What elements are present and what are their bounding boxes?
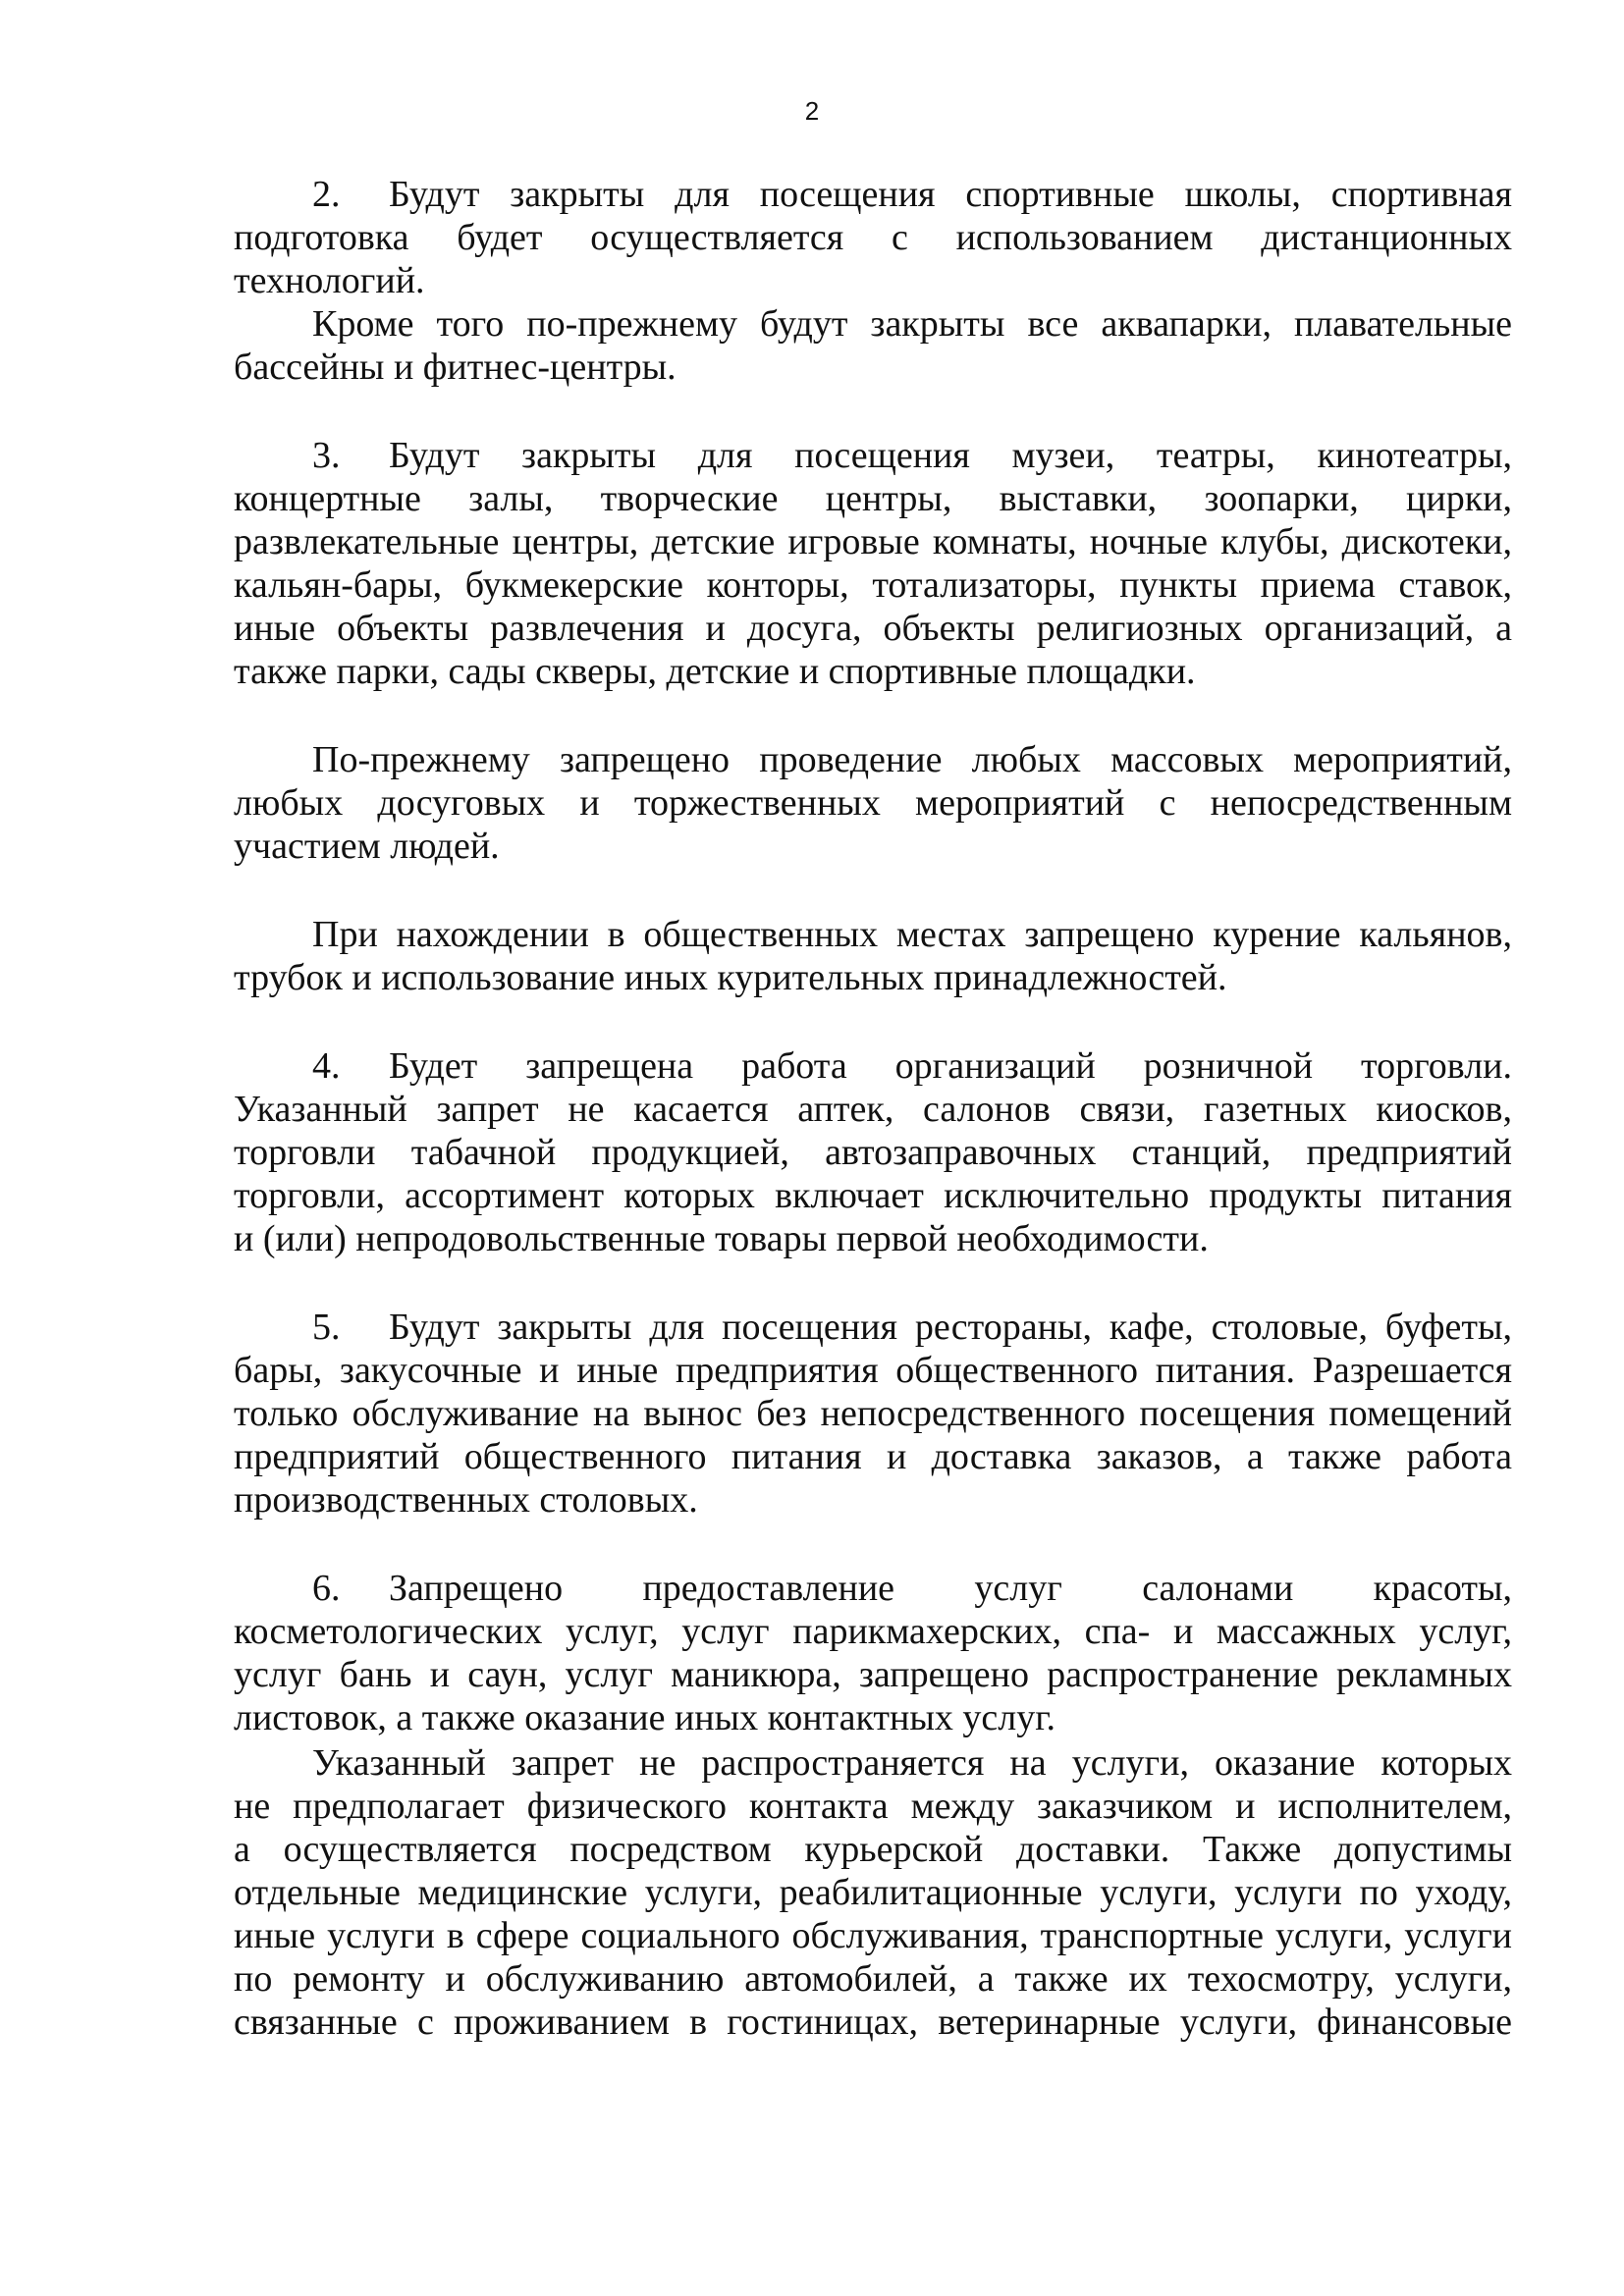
paragraph-number: 5.: [312, 1307, 341, 1348]
paragraph-3-line-1: [234, 434, 1512, 477]
paragraph-4-line-4: торговли, ассортимент которых включает исключительно продукты питания: [234, 1175, 1512, 1216]
paragraph-4-line-3: торговли табачной продукцией, автозаправочных станций, предприятий: [234, 1132, 1512, 1173]
line-text: Будут закрыты для посещения спортивные школы, спортивная: [389, 174, 1512, 215]
paragraph-3c-line-1: При нахождении в общественных местах запрещено курение кальянов,: [312, 914, 1512, 955]
paragraph-3c-line-2: трубок и использование иных курительных принадлежностей.: [234, 957, 1227, 998]
paragraph-6b-line-6: по ремонту и обслуживанию автомобилей, а также их техосмотру, услуги,: [234, 1958, 1512, 2000]
line-text: Будут закрыты для посещения музеи, театры, кинотеатры,: [389, 435, 1512, 476]
paragraph-number: 6.: [312, 1568, 341, 1609]
paragraph-2b-line-2: бассейны и фитнес-центры.: [234, 347, 677, 388]
paragraph-6b-line-3: а осуществляется посредством курьерской доставки. Также допустимы: [234, 1829, 1512, 1870]
paragraph-6b-line-4: отдельные медицинские услуги, реабилитационные услуги, услуги по уходу,: [234, 1872, 1512, 1913]
paragraph-3b-line-1: По-прежнему запрещено проведение любых массовых мероприятий,: [312, 739, 1512, 780]
line-text: Будут закрыты для посещения рестораны, кафе, столовые, буфеты,: [389, 1307, 1512, 1348]
paragraph-5-line-2: бары, закусочные и иные предприятия общественного питания. Разрешается: [234, 1350, 1512, 1391]
paragraph-5-line-5: производственных столовых.: [234, 1479, 698, 1521]
paragraph-2-line-1: [234, 173, 1512, 216]
paragraph-6-line-2: косметологических услуг, услуг парикмахерских, спа- и массажных услуг,: [234, 1611, 1512, 1652]
paragraph-3-line-2: концертные залы, творческие центры, выставки, зоопарки, цирки,: [234, 478, 1512, 519]
paragraph-5-line-3: только обслуживание на вынос без непосредственного посещения помещений: [234, 1393, 1512, 1434]
paragraph-3-line-4: кальян-бары, букмекерские конторы, тотализаторы, пункты приема ставок,: [234, 564, 1512, 606]
paragraph-3b-line-3: участием людей.: [234, 826, 500, 867]
paragraph-6-line-1: [234, 1567, 1512, 1610]
line-text: Будет запрещена работа организаций розничной торговли.: [389, 1045, 1512, 1087]
paragraph-3-line-6: также парки, сады скверы, детские и спортивные площадки.: [234, 651, 1196, 692]
paragraph-3-line-5: иные объекты развлечения и досуга, объекты религиозных организаций, а: [234, 608, 1512, 649]
paragraph-number: 2.: [312, 174, 341, 215]
paragraph-5-line-1: [234, 1306, 1512, 1349]
paragraph-4-line-1: [234, 1044, 1512, 1088]
paragraph-4-line-2: Указанный запрет не касается аптек, салонов связи, газетных киосков,: [234, 1089, 1512, 1130]
paragraph-6b-line-5: иные услуги в сфере социального обслуживания, транспортные услуги, услуги: [234, 1915, 1512, 1956]
paragraph-2-line-2: подготовка будет осуществляется с использованием дистанционных: [234, 217, 1512, 258]
paragraph-6b-line-2: не предполагает физического контакта между заказчиком и исполнителем,: [234, 1786, 1512, 1827]
paragraph-6-line-4: листовок, а также оказание иных контактных услуг.: [234, 1697, 1056, 1738]
paragraph-3b-line-2: любых досуговых и торжественных мероприятий с непосредственным: [234, 782, 1512, 824]
paragraph-5-line-4: предприятий общественного питания и доставка заказов, а также работа: [234, 1436, 1512, 1477]
paragraph-6-line-3: услуг бань и саун, услуг маникюра, запрещено распространение рекламных: [234, 1654, 1512, 1695]
paragraph-number: 4.: [312, 1045, 341, 1087]
paragraph-3-line-3: развлекательные центры, детские игровые комнаты, ночные клубы, дискотеки,: [234, 521, 1512, 562]
paragraph-2b-line-1: Кроме того по-прежнему будут закрыты все аквапарки, плавательные: [312, 303, 1512, 345]
paragraph-4-line-5: и (или) непродовольственные товары первой необходимости.: [234, 1218, 1209, 1259]
paragraph-6b-line-7: связанные с проживанием в гостиницах, ветеринарные услуги, финансовые: [234, 2002, 1512, 2043]
page-number: 2: [804, 96, 820, 126]
paragraph-6b-line-1: Указанный запрет не распространяется на услуги, оказание которых: [312, 1742, 1512, 1784]
line-text: Запрещено предоставление услуг салонами красоты,: [389, 1568, 1512, 1609]
paragraph-number: 3.: [312, 435, 341, 476]
paragraph-2-line-3: технологий.: [234, 260, 425, 301]
